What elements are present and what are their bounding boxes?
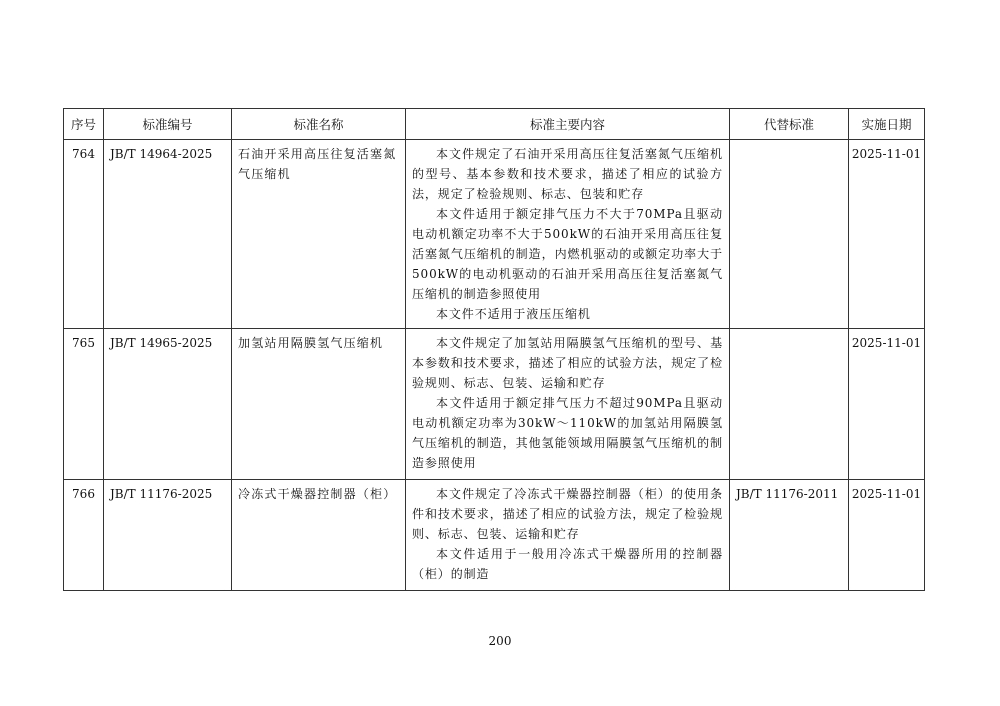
header-name: 标准名称 (232, 109, 406, 140)
page-number: 200 (488, 634, 512, 648)
standard-content (406, 140, 729, 328)
effective-date: 2025-11-01 (851, 147, 922, 161)
row-number: 766 (72, 487, 95, 501)
header-no: 序号 (64, 109, 104, 140)
standard-content (406, 480, 729, 588)
table-row (64, 140, 925, 329)
standard-code: JB/T 14965-2025 (110, 336, 213, 350)
content-paragraph: 本文件适用于额定排气压力不超过90MPa且驱动电动机额定功率为30kW～110kW的加氢站用隔膜氢气压缩机的制造，其他氢能领域用隔膜氢气压缩机的制造参照使用 (412, 396, 723, 470)
content-paragraph: 本文件适用于额定排气压力不大于70MPa且驱动电动机额定功率不大于500kW的石油开采用高压往复活塞氮气压缩机的制造，内燃机驱动的或额定功率大于500kW的电动机驱动的石油开采用高压往复活塞氮气压缩机的制造参照使用 (412, 207, 723, 301)
standard-name: 冷冻式干燥器控制器（柜） (238, 487, 397, 501)
row-number: 765 (72, 336, 95, 350)
content-paragraph: 本文件规定了冷冻式干燥器控制器（柜）的使用条件和技术要求，描述了相应的试验方法，规定了检验规则、标志、包装、运输和贮存 (412, 487, 723, 541)
header-row (64, 109, 925, 140)
standard-content (406, 329, 729, 477)
replaced-standard: JB/T 11176-2011 (736, 487, 839, 501)
replaced-standard (730, 329, 848, 337)
content-paragraph: 本文件适用于一般用冷冻式干燥器所用的控制器（柜）的制造 (412, 547, 723, 581)
table-row (64, 480, 925, 591)
content-paragraph: 本文件不适用于液压压缩机 (436, 307, 591, 321)
effective-date: 2025-11-01 (851, 487, 922, 501)
standard-code: JB/T 14964-2025 (110, 147, 213, 161)
content-paragraph: 本文件规定了石油开采用高压往复活塞氮气压缩机的型号、基本参数和技术要求，描述了相应的试验方法，规定了检验规则、标志、包装和贮存 (412, 147, 723, 201)
standard-name: 石油开采用高压往复活塞氮气压缩机 (238, 147, 397, 181)
standards-table (63, 108, 925, 591)
standard-code: JB/T 11176-2025 (110, 487, 213, 501)
effective-date: 2025-11-01 (851, 336, 922, 350)
standard-name: 加氢站用隔膜氢气压缩机 (238, 336, 384, 350)
header-replaces: 代替标准 (730, 109, 849, 140)
replaced-standard (730, 140, 848, 148)
header-date: 实施日期 (849, 109, 925, 140)
table-row (64, 329, 925, 480)
header-code: 标准编号 (104, 109, 232, 140)
content-paragraph: 本文件规定了加氢站用隔膜氢气压缩机的型号、基本参数和技术要求，描述了相应的试验方法，规定了检验规则、标志、包装、运输和贮存 (412, 336, 723, 390)
row-number: 764 (72, 147, 95, 161)
header-content: 标准主要内容 (406, 109, 730, 140)
